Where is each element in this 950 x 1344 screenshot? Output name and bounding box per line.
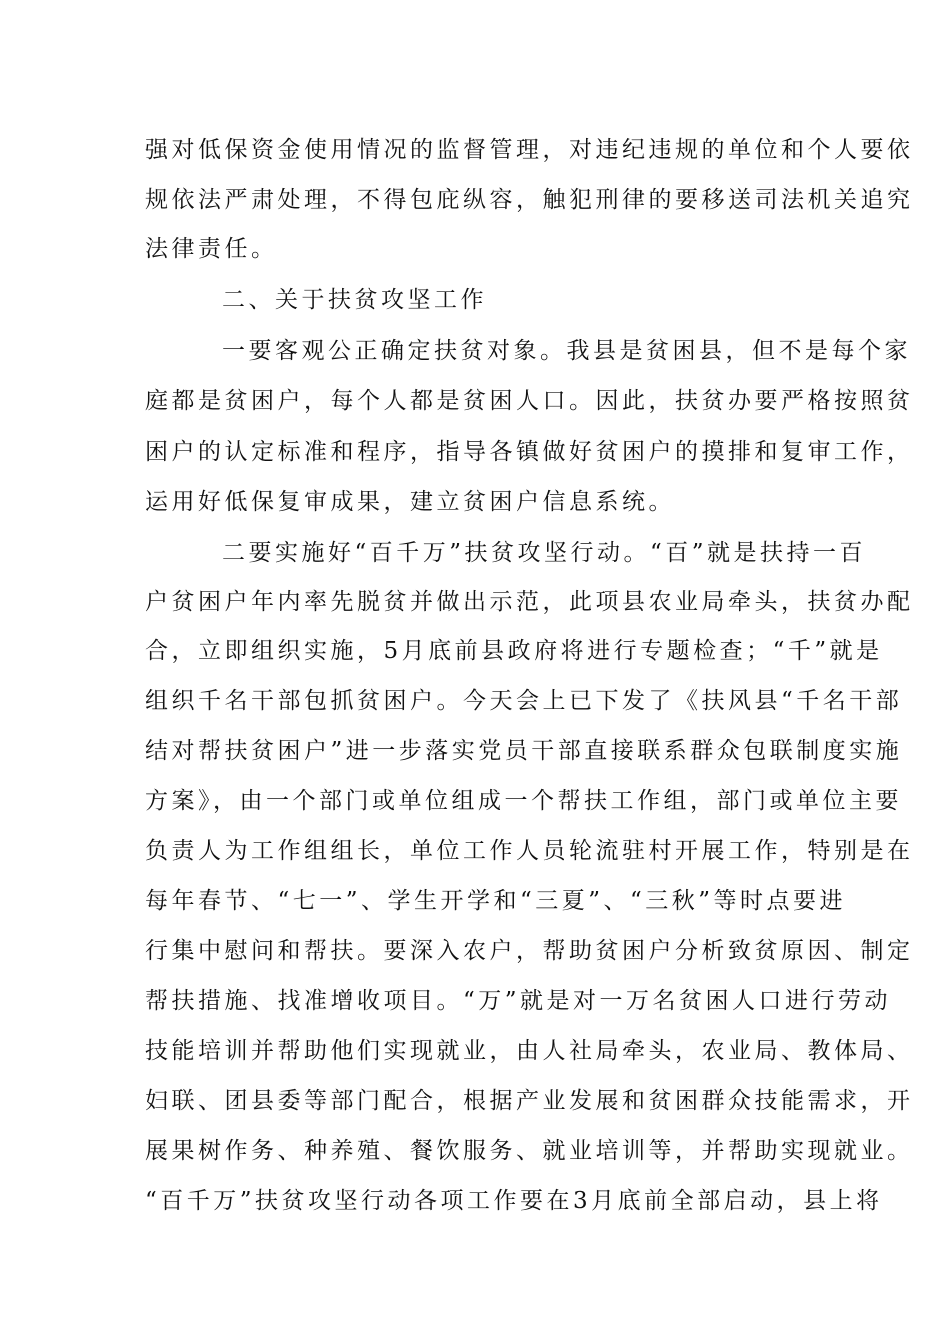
text-line: 合，立即组织实施，5月底前县政府将进行专题检查；“千”就是 (145, 638, 883, 664)
text-line: 妇联、团县委等部门配合，根据产业发展和贫困群众技能需求，开 (145, 1088, 914, 1114)
text-line: 展果树作务、种养殖、餐饮服务、就业培训等，并帮助实现就业。 (145, 1138, 914, 1164)
text-line: 强对低保资金使用情况的监督管理，对违纪违规的单位和个人要依 (145, 137, 914, 163)
text-line: 负责人为工作组组长，单位工作人员轮流驻村开展工作，特别是在 (145, 838, 914, 864)
text-line: 每年春节、“七一”、学生开学和“三夏”、“三秋”等时点要进 (145, 888, 847, 914)
text-line: 行集中慰问和帮扶。要深入农户，帮助贫困户分析致贫原因、制定 (145, 938, 914, 964)
text-line: 帮扶措施、找准增收项目。“万”就是对一万名贫困人口进行劳动 (145, 988, 892, 1014)
text-line: 结对帮扶贫困户”进一步落实党员干部直接联系群众包联制度实施 (145, 738, 903, 764)
text-line: 二要实施好“百千万”扶贫攻坚行动。“百”就是扶持一百 (222, 540, 867, 566)
text-line: “百千万”扶贫攻坚行动各项工作要在3月底前全部启动，县上将 (145, 1188, 883, 1214)
text-line: 法律责任。 (145, 236, 278, 262)
text-line: 运用好低保复审成果，建立贫困户信息系统。 (145, 489, 675, 515)
text-line: 技能培训并帮助他们实现就业，由人社局牵头，农业局、教体局、 (145, 1038, 914, 1064)
text-line: 规依法严肃处理，不得包庇纵容，触犯刑律的要移送司法机关追究 (145, 187, 914, 213)
text-line: 组织千名干部包抓贫困户。今天会上已下发了《扶风县“千名干部 (145, 688, 903, 714)
text-line: 户贫困户年内率先脱贫并做出示范，此项县农业局牵头，扶贫办配 (145, 589, 914, 615)
section-heading: 二、关于扶贫攻坚工作 (222, 287, 487, 313)
text-line: 困户的认定标准和程序，指导各镇做好贫困户的摸排和复审工作， (145, 439, 914, 465)
text-line: 庭都是贫困户，每个人都是贫困人口。因此，扶贫办要严格按照贫 (145, 388, 914, 414)
text-line: 方案》，由一个部门或单位组成一个帮扶工作组，部门或单位主要 (145, 788, 902, 814)
text-line: 一要客观公正确定扶贫对象。我县是贫困县，但不是每个家 (222, 338, 911, 364)
